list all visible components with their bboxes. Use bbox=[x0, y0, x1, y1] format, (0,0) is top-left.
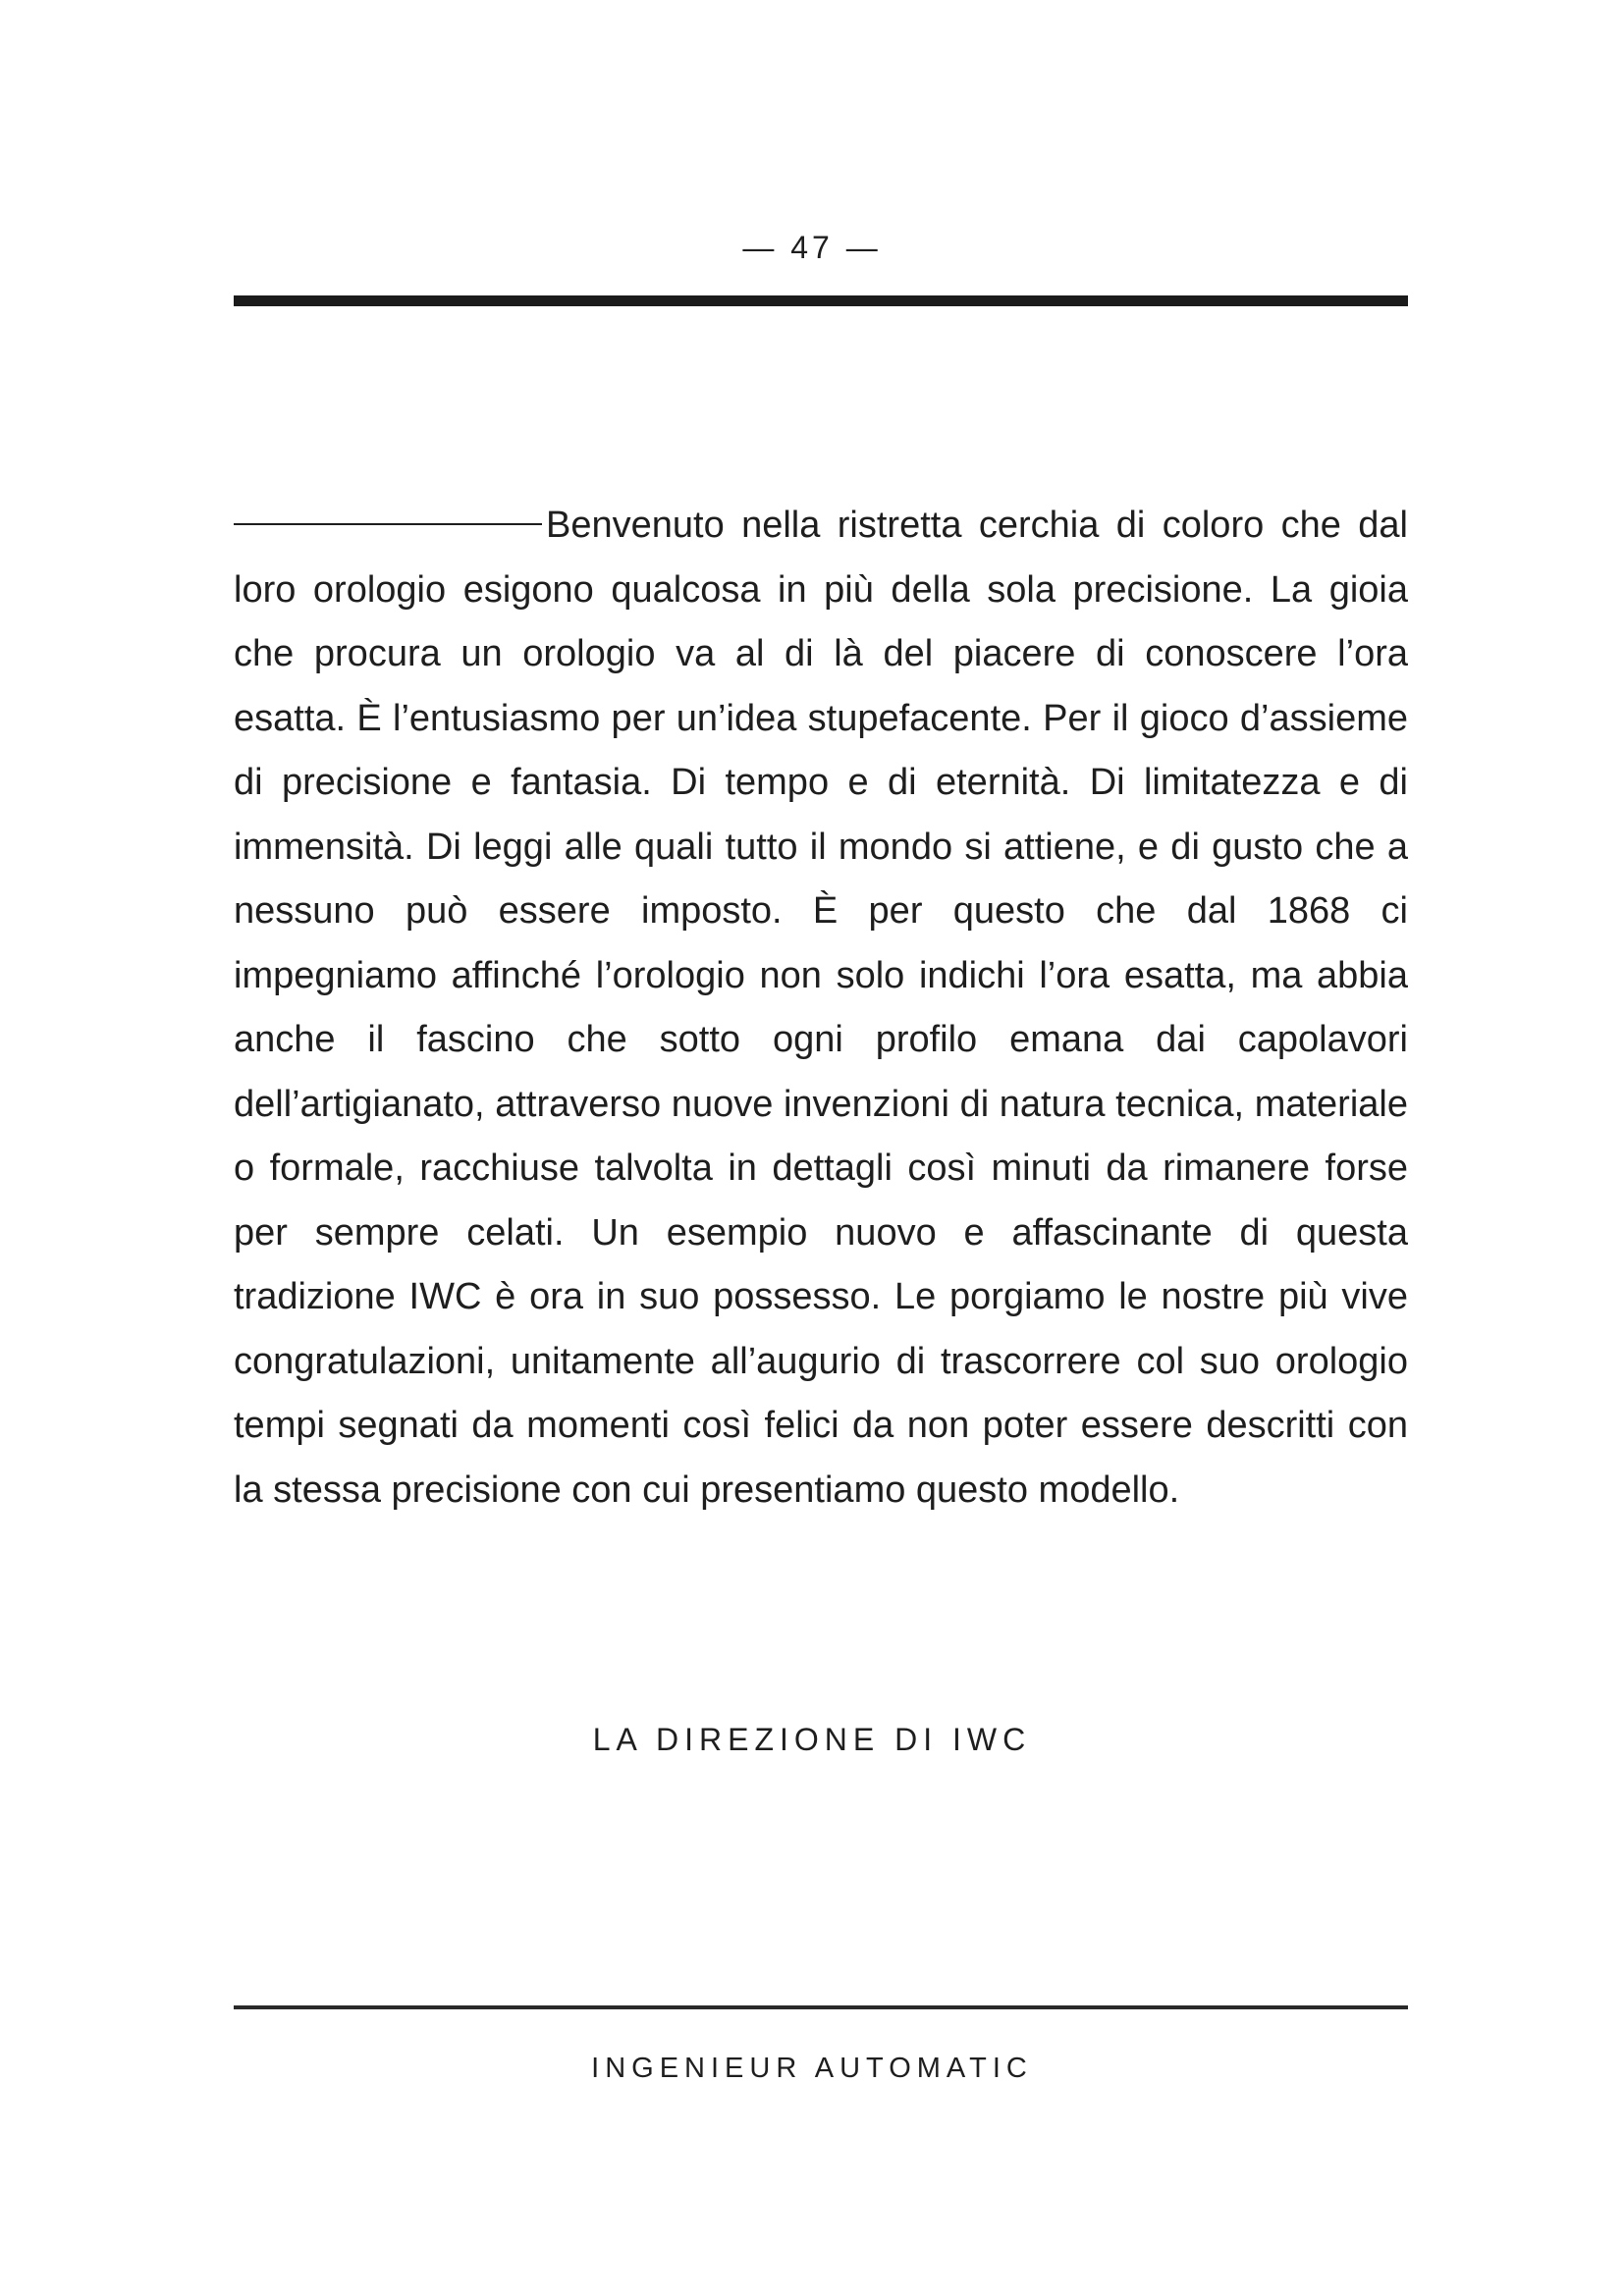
footer-divider bbox=[234, 2005, 1408, 2009]
paragraph-lead-line bbox=[234, 523, 542, 525]
body-paragraph-block bbox=[234, 494, 1408, 1522]
header-divider bbox=[234, 295, 1408, 306]
signature: LA DIREZIONE DI IWC bbox=[592, 1722, 1032, 1757]
footer-title: INGENIEUR AUTOMATIC bbox=[591, 2053, 1033, 2084]
body-paragraph: Benvenuto nella ristretta cerchia di coloro che dal loro orologio esigono qualcosa in più della sola precisione. La gioia che procura un orologio va al di là del piacere di conoscere l’ora esatta. È l’entusiasmo per un’idea stupefacente. Per il gioco d’assieme di precisione e fantasia. Di tempo e di eternità. Di limitatezza e di immensità. Di leggi alle quali tutto il mondo si attiene, e di gusto che a nessuno può essere imposto. È per questo che dal 1868 ci impegniamo affinché l’orologio non solo indichi l’ora esatta, ma abbia anche il fascino che sotto ogni profilo emana dai capolavori dell’artigianato, attraverso nuove invenzioni di natura tecnica, materiale o formale, racchiuse talvolta in dettagli così minuti da rimanere forse per sempre celati. Un esempio nuovo e affascinante di questa tradizione IWC è ora in suo possesso. Le porgiamo le nostre più vive congratulazioni, unitamente all’augurio di trascorrere col suo orologio tempi segnati da momenti così felici da non poter essere descritti con la stessa precisione con cui presentiamo questo modello. bbox=[234, 505, 1408, 1511]
page-number: — 47 — bbox=[742, 230, 882, 265]
